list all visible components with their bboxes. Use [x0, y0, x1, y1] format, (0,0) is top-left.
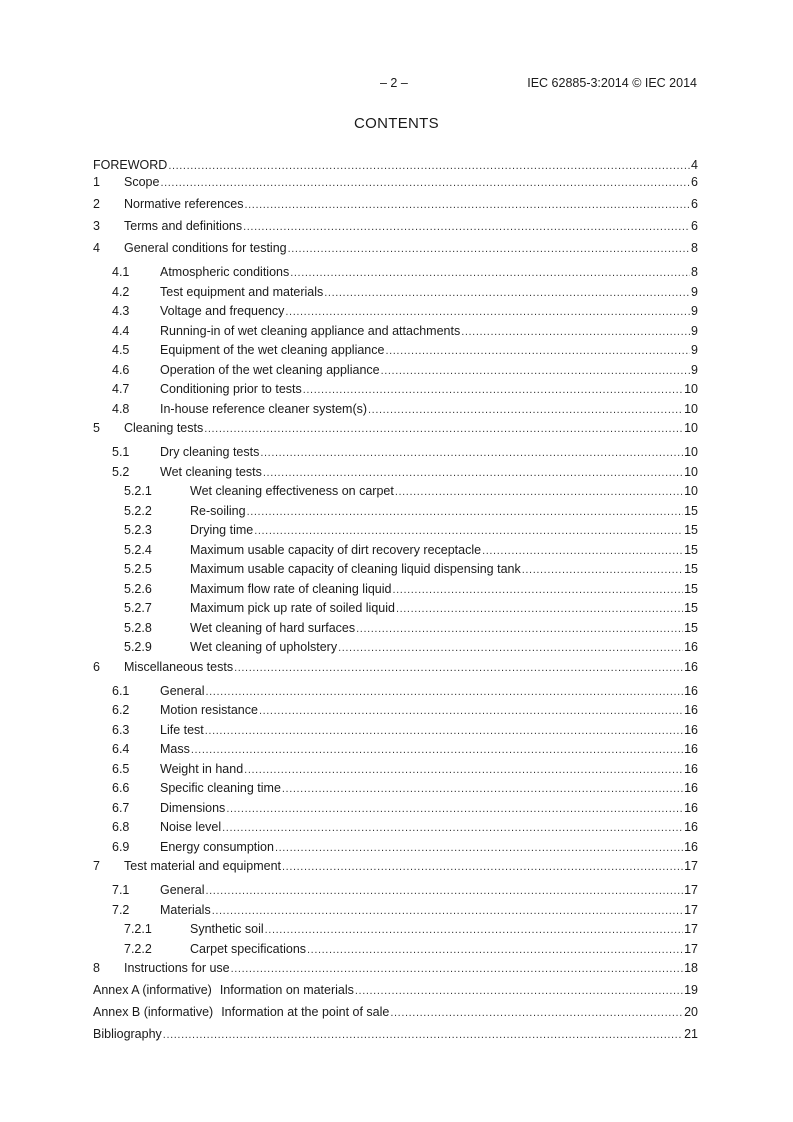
toc-entry-page: 10 [684, 464, 698, 479]
toc-entry-number: 6.3 [112, 722, 130, 737]
toc-entry-number: 4.3 [112, 304, 130, 318]
toc-entry[interactable] [93, 1005, 698, 1027]
toc-entry[interactable] [93, 762, 698, 782]
toc-entry-label: Noise level [160, 820, 222, 834]
toc-entry-label: Materials [160, 902, 211, 917]
toc-entry[interactable] [93, 640, 698, 660]
toc-entry-page: 17 [684, 883, 698, 897]
toc-entry-number: 5.2.8 [124, 620, 152, 635]
toc-entry-number: 6.9 [112, 839, 130, 854]
toc-entry[interactable] [93, 343, 698, 363]
toc-entry-number: 5.2 [112, 464, 130, 479]
toc-entry[interactable] [93, 523, 698, 543]
toc-entry[interactable] [93, 219, 698, 241]
dot-leader [461, 326, 690, 338]
toc-entry-number: 5.2.9 [124, 640, 152, 654]
toc-entry-page: 9 [691, 304, 698, 318]
toc-entry-number: 7.2.2 [124, 941, 152, 956]
toc-entry-page: 15 [684, 542, 698, 557]
page-number: – 2 – [380, 76, 408, 90]
toc-entry-page: 17 [684, 922, 698, 936]
dot-leader [222, 822, 683, 834]
toc-entry-label: Wet cleaning tests [160, 464, 262, 479]
toc-entry-label: Maximum usable capacity of cleaning liquid dispensing tank [190, 562, 521, 576]
toc-entry[interactable] [93, 742, 698, 762]
dot-leader [226, 803, 683, 815]
toc-entry-label: Maximum flow rate of cleaning liquid [190, 581, 392, 596]
toc-entry-label: Normative references [124, 197, 244, 211]
toc-entry-page: 20 [684, 1005, 698, 1019]
toc-entry-number: 6.5 [112, 761, 130, 776]
toc-entry-page: 10 [684, 484, 698, 498]
toc-entry[interactable] [93, 241, 698, 263]
toc-entry-page: 15 [684, 562, 698, 576]
toc-entry-label: Voltage and frequency [160, 304, 285, 318]
toc-entry-page: 9 [691, 323, 698, 338]
dot-leader [338, 642, 683, 654]
dot-leader [254, 525, 683, 537]
toc-entry-page: 16 [684, 820, 698, 834]
toc-entry-label: Bibliography [93, 1027, 162, 1041]
toc-entry[interactable] [93, 601, 698, 621]
toc-entry-page: 15 [684, 503, 698, 518]
toc-entry-number: 4.5 [112, 343, 130, 357]
toc-entry-number: 5.2.5 [124, 562, 152, 576]
toc-entry-page: 16 [684, 839, 698, 854]
toc-entry-page: 16 [684, 781, 698, 795]
toc-entry-number: 6.2 [112, 703, 130, 717]
toc-entry[interactable] [93, 1027, 698, 1049]
toc-entry-label: Drying time [190, 523, 254, 537]
dot-leader [244, 764, 683, 776]
toc-entry-page: 16 [684, 722, 698, 737]
toc-entry-number: 6.1 [112, 683, 130, 698]
toc-entry-label: Wet cleaning of upholstery [190, 640, 338, 654]
toc-entry-label: Miscellaneous tests [124, 659, 234, 674]
toc-entry[interactable] [93, 175, 698, 197]
dot-leader [247, 506, 684, 518]
toc-entry-number: Annex A (informative) [93, 983, 212, 997]
toc-entry[interactable] [93, 402, 698, 422]
toc-entry-label: Conditioning prior to tests [160, 382, 302, 396]
toc-entry[interactable] [93, 562, 698, 582]
dot-leader [265, 924, 683, 936]
dot-leader [324, 287, 690, 299]
toc-entry-label: Terms and definitions [124, 219, 243, 233]
toc-entry-label: Information on materials [219, 983, 354, 997]
toc-entry-label: Weight in hand [160, 761, 244, 776]
toc-entry-page: 18 [684, 961, 698, 975]
dot-leader [396, 603, 683, 615]
toc-entry[interactable] [93, 304, 698, 324]
toc-entry[interactable] [93, 840, 698, 860]
toc-entry-label: Equipment of the wet cleaning appliance [160, 343, 385, 357]
toc-entry-label: General [160, 683, 205, 698]
dot-leader [392, 584, 683, 596]
toc-entry[interactable] [93, 859, 698, 881]
toc-entry[interactable] [93, 197, 698, 219]
toc-entry-label: Operation of the wet cleaning appliance [160, 362, 380, 377]
dot-leader [168, 160, 690, 172]
toc-entry-page: 9 [691, 343, 698, 357]
dot-leader [245, 199, 691, 211]
toc-entry-number: 6 [93, 659, 100, 674]
toc-entry[interactable] [93, 504, 698, 524]
toc-entry-number: 3 [93, 219, 100, 233]
toc-entry-page: 15 [684, 601, 698, 615]
toc-entry-number: 4.4 [112, 323, 130, 338]
dot-leader [482, 545, 683, 557]
toc-entry-label: Cleaning tests [124, 421, 204, 435]
toc-entry-page: 8 [691, 241, 698, 255]
toc-entry[interactable] [93, 983, 698, 1005]
dot-leader [231, 963, 683, 975]
toc-entry-page: 16 [684, 659, 698, 674]
toc-entry[interactable] [93, 158, 698, 175]
toc-entry[interactable] [93, 942, 698, 962]
toc-entry-page: 6 [691, 197, 698, 211]
toc-entry-page: 6 [691, 175, 698, 189]
toc-entry-page: 15 [684, 581, 698, 596]
toc-entry-number: 4 [93, 241, 100, 255]
toc-entry-page: 8 [691, 265, 698, 279]
toc-entry-number: 5.2.2 [124, 503, 152, 518]
toc-entry[interactable] [93, 382, 698, 402]
toc-entry[interactable] [93, 723, 698, 743]
toc-entry[interactable] [93, 820, 698, 840]
toc-entry-number: 7 [93, 859, 100, 873]
toc-entry[interactable] [93, 582, 698, 602]
toc-entry[interactable] [93, 961, 698, 983]
toc-entry-label: Maximum usable capacity of dirt recovery receptacle [190, 542, 482, 557]
dot-leader [204, 423, 683, 435]
toc-entry-label: In-house reference cleaner system(s) [160, 401, 368, 416]
toc-entry-number: 5.2.6 [124, 581, 152, 596]
toc-entry-page: 16 [684, 800, 698, 815]
toc-entry-number: 5.2.1 [124, 484, 152, 498]
dot-leader [205, 725, 683, 737]
toc-entry-page: 10 [684, 401, 698, 416]
toc-entry-number: 6.7 [112, 800, 130, 815]
toc-entry[interactable] [93, 445, 698, 465]
toc-entry-page: 16 [684, 640, 698, 654]
dot-leader [290, 267, 690, 279]
toc-entry[interactable] [93, 285, 698, 305]
toc-entry-page: 10 [684, 382, 698, 396]
toc-entry-label: Re-soiling [190, 503, 246, 518]
toc-entry[interactable] [93, 781, 698, 801]
toc-entry-page: 17 [684, 902, 698, 917]
toc-entry-page: 10 [684, 421, 698, 435]
dot-leader [205, 686, 683, 698]
dot-leader [163, 1029, 683, 1041]
toc-entry-label: Synthetic soil [190, 922, 264, 936]
dot-leader [390, 1007, 683, 1019]
toc-entry-number: Annex B (informative) [93, 1005, 214, 1019]
toc-entry-page: 21 [684, 1027, 698, 1041]
toc-entry-page: 19 [684, 983, 698, 997]
toc-entry-page: 15 [684, 620, 698, 635]
dot-leader [275, 842, 683, 854]
toc-entry-page: 16 [684, 683, 698, 698]
dot-leader [243, 221, 690, 233]
toc-entry-label: General [160, 883, 205, 897]
table-of-contents [93, 158, 698, 1049]
toc-entry-page: 17 [684, 859, 698, 873]
dot-leader [160, 177, 690, 189]
dot-leader [263, 467, 683, 479]
dot-leader [368, 404, 683, 416]
dot-leader [385, 345, 690, 357]
toc-entry[interactable] [93, 922, 698, 942]
toc-entry-label: Information at the point of sale [221, 1005, 390, 1019]
toc-entry-page: 9 [691, 284, 698, 299]
toc-entry-number: 7.2 [112, 902, 130, 917]
toc-entry[interactable] [93, 324, 698, 344]
toc-entry-number: 6.6 [112, 781, 130, 795]
dot-leader [234, 662, 683, 674]
toc-entry[interactable] [93, 543, 698, 563]
toc-entry-label: Carpet specifications [190, 941, 307, 956]
toc-entry-number: 4.1 [112, 265, 130, 279]
toc-entry-label: General conditions for testing [124, 241, 287, 255]
toc-entry-number: 7.1 [112, 883, 130, 897]
dot-leader [395, 486, 683, 498]
toc-entry-label: Wet cleaning of hard surfaces [190, 620, 356, 635]
toc-entry[interactable] [93, 903, 698, 923]
toc-entry[interactable] [93, 265, 698, 285]
toc-entry-label: Instructions for use [124, 961, 230, 975]
toc-entry-label: Mass [160, 742, 190, 756]
dot-leader [259, 705, 683, 717]
page-title: CONTENTS [354, 115, 439, 132]
toc-entry-page: 9 [691, 362, 698, 377]
toc-entry[interactable] [93, 703, 698, 723]
dot-leader [260, 447, 683, 459]
toc-entry[interactable] [93, 421, 698, 443]
toc-entry-label: Test material and equipment [124, 859, 282, 873]
toc-entry-label: Wet cleaning effectiveness on carpet [190, 484, 394, 498]
toc-entry-number: 5.1 [112, 445, 130, 459]
toc-entry-page: 15 [684, 523, 698, 537]
toc-entry-label: Dimensions [160, 800, 226, 815]
toc-entry[interactable] [93, 363, 698, 383]
toc-entry-page: 16 [684, 742, 698, 756]
document-id: IEC 62885-3:2014 © IEC 2014 [527, 76, 697, 90]
toc-entry-page: 16 [684, 761, 698, 776]
toc-entry-page: 17 [684, 941, 698, 956]
dot-leader [191, 744, 683, 756]
toc-entry[interactable] [93, 883, 698, 903]
toc-entry-label: FOREWORD [93, 158, 168, 172]
toc-entry-label: Atmospheric conditions [160, 265, 290, 279]
toc-entry-number: 7.2.1 [124, 922, 152, 936]
toc-entry-number: 6.4 [112, 742, 130, 756]
toc-entry-label: Motion resistance [160, 703, 258, 717]
toc-entry-label: Maximum pick up rate of soiled liquid [190, 601, 395, 615]
dot-leader [355, 985, 683, 997]
toc-entry-label: Life test [160, 722, 204, 737]
toc-entry-number: 2 [93, 197, 100, 211]
dot-leader [356, 623, 683, 635]
toc-entry[interactable] [93, 621, 698, 641]
toc-entry-number: 4.8 [112, 401, 130, 416]
toc-entry[interactable] [93, 484, 698, 504]
dot-leader [282, 861, 683, 873]
toc-entry-number: 4.6 [112, 362, 130, 377]
toc-entry[interactable] [93, 684, 698, 704]
dot-leader [285, 306, 690, 318]
toc-entry-label: Scope [124, 175, 160, 189]
dot-leader [522, 564, 683, 576]
toc-entry-page: 6 [691, 219, 698, 233]
toc-entry-number: 8 [93, 961, 100, 975]
toc-entry-number: 1 [93, 175, 100, 189]
toc-entry-label: Energy consumption [160, 839, 274, 854]
toc-entry-label: Dry cleaning tests [160, 445, 260, 459]
toc-entry-number: 4.7 [112, 382, 130, 396]
toc-entry-page: 16 [684, 703, 698, 717]
toc-entry[interactable] [93, 465, 698, 485]
toc-entry-number: 5.2.3 [124, 523, 152, 537]
toc-entry-number: 5.2.4 [124, 542, 152, 557]
toc-entry-page: 4 [691, 158, 698, 172]
dot-leader [205, 885, 683, 897]
toc-entry-label: Running-in of wet cleaning appliance and attachments [160, 323, 461, 338]
toc-entry-number: 6.8 [112, 820, 130, 834]
toc-entry-label: Test equipment and materials [160, 284, 324, 299]
dot-leader [303, 384, 683, 396]
toc-entry-number: 5.2.7 [124, 601, 152, 615]
toc-entry-page: 10 [684, 445, 698, 459]
toc-entry-number: 5 [93, 421, 100, 435]
page-header [0, 76, 793, 92]
dot-leader [307, 944, 683, 956]
dot-leader [288, 243, 690, 255]
dot-leader [381, 365, 690, 377]
dot-leader [282, 783, 683, 795]
toc-entry[interactable] [93, 801, 698, 821]
toc-entry[interactable] [93, 660, 698, 682]
dot-leader [212, 905, 683, 917]
toc-entry-label: Specific cleaning time [160, 781, 281, 795]
toc-entry-number: 4.2 [112, 284, 130, 299]
